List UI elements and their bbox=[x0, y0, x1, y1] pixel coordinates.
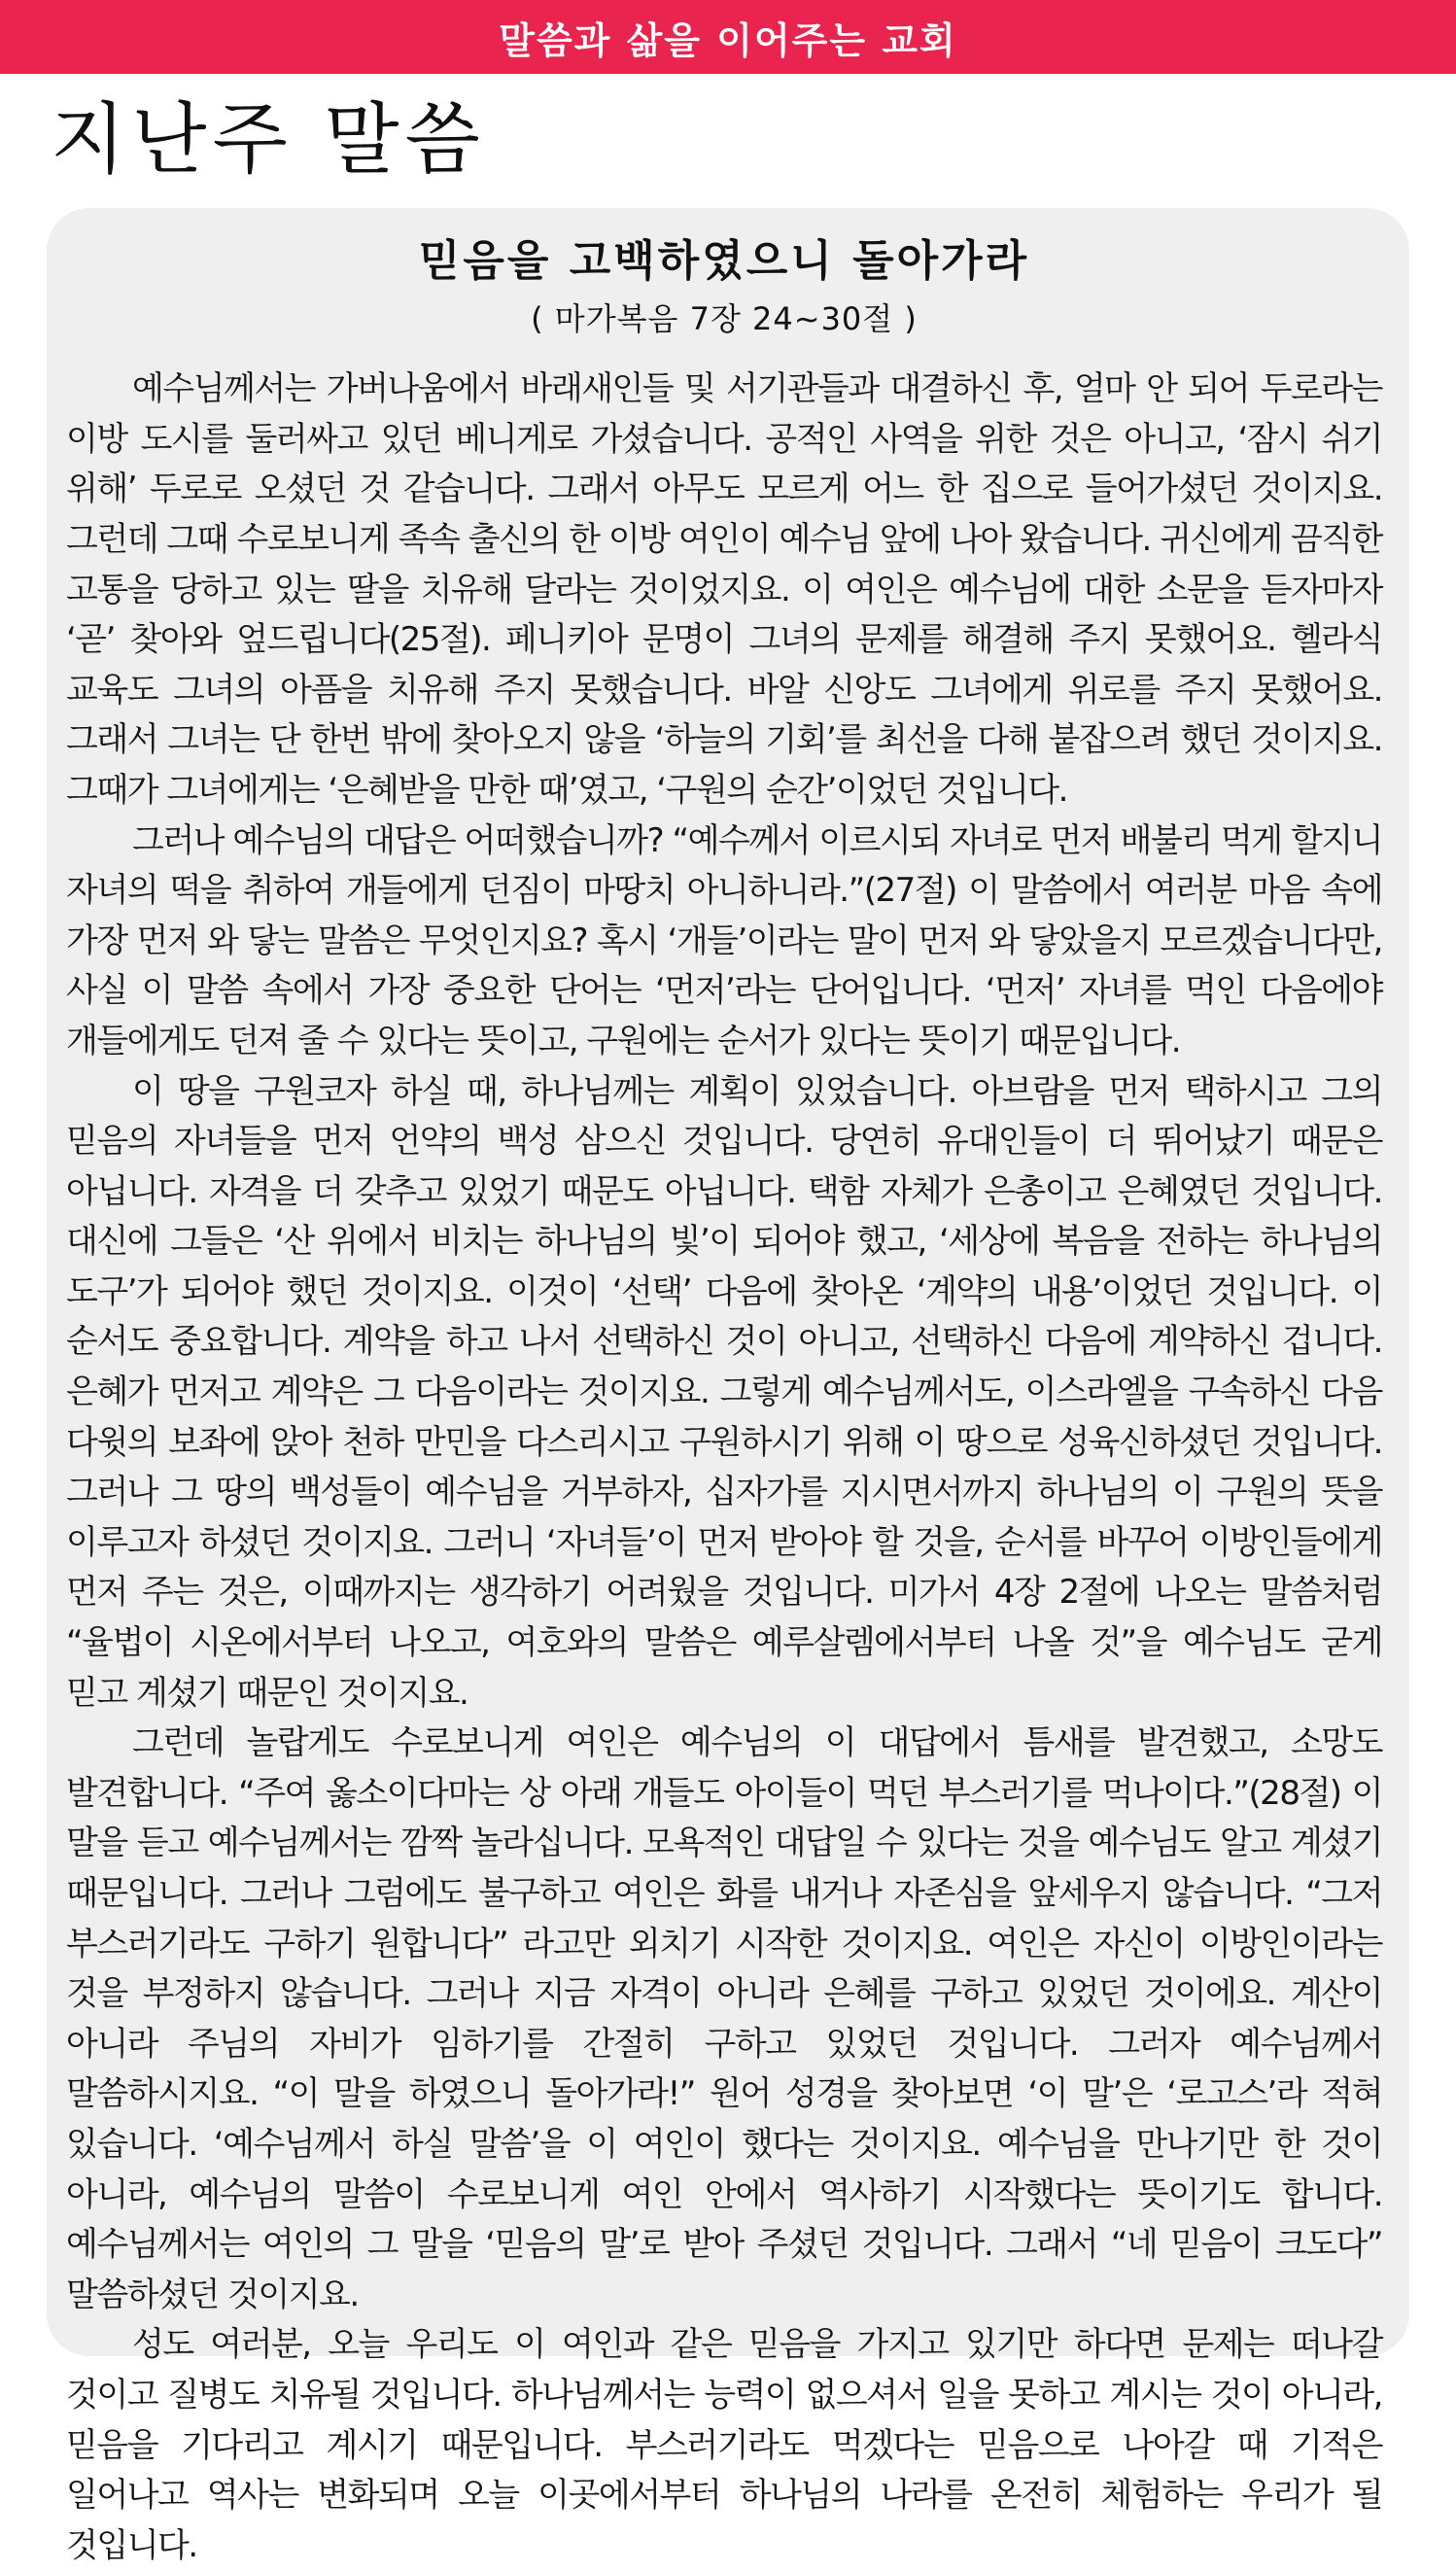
sermon-title: 믿음을 고백하였으니 돌아가라 bbox=[418, 236, 1030, 286]
sermon-paragraph: 그러나 예수님의 대답은 어떠했습니까? “예수께서 이르시되 자녀로 먼저 배불리 먹게 할지니 자녀의 떡을 취하여 개들에게 던짐이 마땅치 아니하니라.”(27절) 이 말씀에서 여러분 마음 속에 가장 먼저 와 닿는 말씀은 무엇인지요? 혹시 ‘개들’이라는 말이 먼저 와 닿았을지 모르겠습니다만, 사실 이 말씀 속에서 가장 중요한 단어는 ‘먼저’라는 단어입니다. ‘먼저’ 자녀를 먹인 다음에야 개들에게도 던져 줄 수 있다는 뜻이고, 구원에는 순서가 있다는 뜻이기 때문입니다. bbox=[66, 820, 1382, 1060]
sermon-card bbox=[47, 208, 1409, 2565]
section-title: 지난주 말씀 bbox=[51, 94, 486, 185]
sermon-paragraph: 예수님께서는 가버나움에서 바래새인들 및 서기관들과 대결하신 후, 얼마 안 되어 두로라는 이방 도시를 둘러싸고 있던 베니게로 가셨습니다. 공적인 사역을 위한 것은 아니고, ‘잠시 쉬기 위해’ 두로로 오셨던 것 같습니다. 그래서 아무도 모르게 어느 한 집으로 들어가셨던 것이지요. 그런데 그때 수로보니게 족속 출신의 한 이방 여인이 예수님 앞에 나아 왔습니다. 귀신에게 끔직한 고통을 당하고 있는 딸을 치유해 달라는 것이었지요. 이 여인은 예수님에 대한 소문을 듣자마자 ‘곧’ 찾아와 엎드립니다(25절). 페니키아 문명이 그녀의 문제를 해결해 주지 못했어요. 헬라식 교육도 그녀의 아픔을 치유해 주지 못했습니다. 바알 신앙도 그녀에게 위로를 주지 못했어요. 그래서 그녀는 단 한번 밖에 찾아오지 않을 ‘하늘의 기회’를 최선을 다해 붙잡으려 했던 것이지요. 그때가 그녀에게는 ‘은혜받을 만한 때’였고, ‘구원의 순간’이었던 것입니다. bbox=[66, 369, 1382, 810]
sermon-paragraph: 이 땅을 구원코자 하실 때, 하나님께는 계획이 있었습니다. 아브람을 먼저 택하시고 그의 믿음의 자녀들을 먼저 언약의 백성 삼으신 것입니다. 당연히 유대인들이 더 뛰어났기 때문은 아닙니다. 자격을 더 갖추고 있었기 때문도 아닙니다. 택함 자체가 은총이고 은혜였던 것입니다. 대신에 그들은 ‘산 위에서 비치는 하나님의 빛’이 되어야 했고, ‘세상에 복음을 전하는 하나님의 도구’가 되어야 했던 것이지요. 이것이 ‘선택’ 다음에 찾아온 ‘계약의 내용’이었던 것입니다. 이 순서도 중요합니다. 계약을 하고 나서 선택하신 것이 아니고, 선택하신 다음에 계약하신 겁니다. 은혜가 먼저고 계약은 그 다음이라는 것이지요. 그렇게 예수님께서도, 이스라엘을 구속하신 다음 다윗의 보좌에 앉아 천하 만민을 다스리시고 구원하시기 위해 이 땅으로 성육신하셨던 것입니다. 그러나 그 땅의 백성들이 예수님을 거부하자, 십자가를 지시면서까지 하나님의 이 구원의 뜻을 이루고자 하셨던 것이지요. 그러니 ‘자녀들’이 먼저 받아야 할 것을, 순서를 바꾸어 이방인들에게 먼저 주는 것은, 이때까지는 생각하기 어려웠을 것입니다. 미가서 4장 2절에 나오는 말씀처럼 “율법이 시온에서부터 나오고, 여호와의 말씀은 예루살렘에서부터 나올 것”을 예수님도 굳게 믿고 계셨기 때문인 것이지요. bbox=[66, 1071, 1382, 1713]
banner-slogan: 말씀과 삶을 이어주는 교회 bbox=[499, 18, 957, 62]
sermon-paragraph: 그런데 놀랍게도 수로보니게 여인은 예수님의 이 대답에서 틈새를 발견했고, 소망도 발견합니다. “주여 옳소이다마는 상 아래 개들도 아이들이 먹던 부스러기를 먹나이다.”(28절) 이 말을 듣고 예수님께서는 깜짝 놀라십니다. 모욕적인 대답일 수 있다는 것을 예수님도 알고 계셨기 때문입니다. 그러나 그럼에도 불구하고 여인은 화를 내거나 자존심을 앞세우지 않습니다. “그저 부스러기라도 구하기 원합니다” 라고만 외치기 시작한 것이지요. 여인은 자신이 이방인이라는 것을 부정하지 않습니다. 그러나 지금 자격이 아니라 은혜를 구하고 있었던 것이에요. 계산이 아니라 주님의 자비가 임하기를 간절히 구하고 있었던 것입니다. 그러자 예수님께서 말씀하시지요. “이 말을 하였으니 돌아가라!” 원어 성경을 찾아보면 ‘이 말’은 ‘로고스’라 적혀 있습니다. ‘예수님께서 하실 말씀’을 이 여인이 했다는 것이지요. 예수님을 만나기만 한 것이 아니라, 예수님의 말씀이 수로보니게 여인 안에서 역사하기 시작했다는 뜻이기도 합니다. 예수님께서는 여인의 그 말을 ‘믿음의 말’로 받아 주셨던 것입니다. 그래서 “네 믿음이 크도다” 말씀하셨던 것이지요. bbox=[66, 1723, 1383, 2314]
sermon-body bbox=[66, 365, 1382, 2571]
scripture-reference: ( 마가복음 7장 24~30절 ) bbox=[531, 300, 918, 338]
sermon-paragraph: 성도 여러분, 오늘 우리도 이 여인과 같은 믿음을 가지고 있기만 하다면 문제는 떠나갈 것이고 질병도 치유될 것입니다. 하나님께서는 능력이 없으셔서 일을 못하고 계시는 것이 아니라, 믿음을 기다리고 계시기 때문입니다. 부스러기라도 먹겠다는 믿음으로 나아갈 때 기적은 일어나고 역사는 변화되며 오늘 이곳에서부터 하나님의 나라를 온전히 체험하는 우리가 될 것입니다. bbox=[66, 2325, 1382, 2565]
top-banner bbox=[0, 0, 1456, 74]
